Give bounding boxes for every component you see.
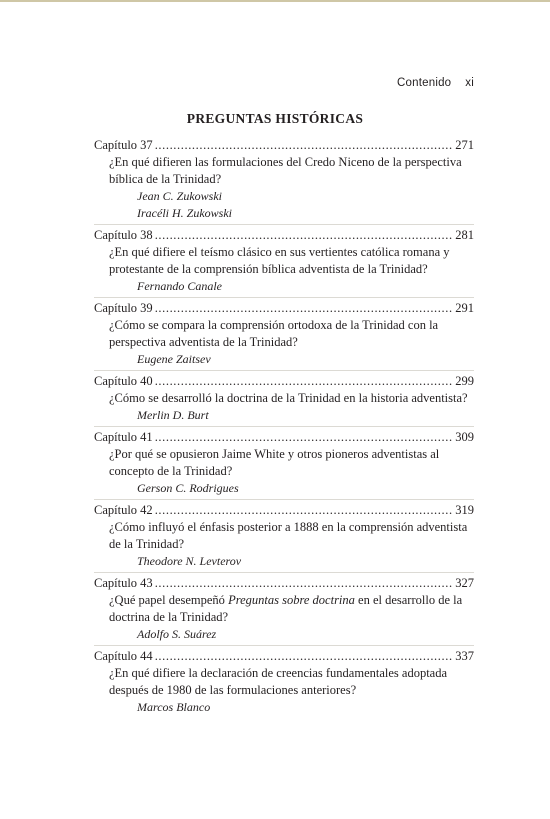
chapter-label: Capítulo 40 bbox=[94, 374, 153, 388]
dot-leader bbox=[155, 648, 454, 665]
chapter-label: Capítulo 44 bbox=[94, 649, 153, 663]
chapter-author: Fernando Canale bbox=[137, 279, 222, 293]
chapter-line bbox=[94, 373, 474, 390]
section-title: PREGUNTAS HISTÓRICAS bbox=[186, 111, 364, 126]
toc-entry[interactable] bbox=[94, 575, 474, 646]
chapter-author: Marcos Blanco bbox=[137, 700, 211, 714]
question-text: ¿En qué difiere la declaración de creencias fundamentales adoptada después de 1980 de las formulaciones anteriores? bbox=[109, 666, 448, 697]
chapter-page-number: 299 bbox=[455, 374, 474, 388]
question-text: ¿Cómo se desarrolló la doctrina de la Trinidad en la historia adventista? bbox=[109, 391, 468, 405]
chapter-author: Eugene Zaitsev bbox=[137, 352, 211, 366]
question-text: ¿Qué papel desempeñó bbox=[109, 593, 229, 607]
toc-entry[interactable] bbox=[94, 300, 474, 371]
question-text-continued: en el desarrollo de la doctrina de la Trinidad? bbox=[109, 593, 463, 624]
chapter-line bbox=[94, 575, 474, 592]
chapter-label: Capítulo 43 bbox=[94, 576, 153, 590]
chapter-question bbox=[94, 317, 474, 351]
chapter-author: Merlin D. Burt bbox=[137, 408, 209, 422]
chapter-label: Capítulo 37 bbox=[94, 138, 153, 152]
top-rule bbox=[0, 0, 550, 2]
dot-leader bbox=[155, 300, 454, 317]
chapter-page-number: 281 bbox=[455, 228, 474, 242]
question-text: ¿En qué difiere el teísmo clásico en sus vertientes católica romana y protestante de la comprensión bíblica adventista de la Trinidad? bbox=[109, 245, 450, 276]
chapter-line bbox=[94, 300, 474, 317]
chapter-line bbox=[94, 227, 474, 244]
chapter-page-number: 309 bbox=[455, 430, 474, 444]
chapter-page-number: 337 bbox=[455, 649, 474, 663]
toc-entry[interactable] bbox=[94, 648, 474, 718]
chapter-page-number: 271 bbox=[455, 138, 474, 152]
table-of-contents bbox=[94, 137, 474, 720]
question-text: ¿En qué difieren las formulaciones del Credo Niceno de la perspectiva bíblica de la Trinidad? bbox=[109, 155, 462, 186]
toc-entry[interactable] bbox=[94, 137, 474, 225]
chapter-question bbox=[94, 519, 474, 553]
running-head-section: Contenido bbox=[397, 77, 452, 89]
chapter-question bbox=[94, 244, 474, 278]
chapter-line bbox=[94, 137, 474, 154]
running-head-page-number: xi bbox=[465, 77, 474, 89]
chapter-question bbox=[94, 390, 474, 407]
toc-entry[interactable] bbox=[94, 502, 474, 573]
chapter-question bbox=[94, 665, 474, 699]
chapter-page-number: 319 bbox=[455, 503, 474, 517]
chapter-question bbox=[94, 154, 474, 188]
chapter-line bbox=[94, 429, 474, 446]
toc-entry[interactable] bbox=[94, 429, 474, 500]
question-text: ¿Por qué se opusieron Jaime White y otros pioneros adventistas al concepto de la Trinidad? bbox=[109, 447, 440, 478]
chapter-author: Adolfo S. Suárez bbox=[137, 627, 217, 641]
toc-entry[interactable] bbox=[94, 373, 474, 427]
dot-leader bbox=[155, 373, 454, 390]
dot-leader bbox=[155, 227, 454, 244]
question-text: ¿Cómo influyó el énfasis posterior a 1888 en la comprensión adventista de la Trinidad? bbox=[109, 520, 468, 551]
chapter-page-number: 327 bbox=[455, 576, 474, 590]
dot-leader bbox=[155, 429, 454, 446]
dot-leader bbox=[155, 575, 454, 592]
chapter-author: Gerson C. Rodrigues bbox=[137, 481, 239, 495]
chapter-author: Theodore N. Levterov bbox=[137, 554, 242, 568]
chapter-label: Capítulo 41 bbox=[94, 430, 153, 444]
dot-leader bbox=[155, 137, 454, 154]
toc-entry[interactable] bbox=[94, 227, 474, 298]
chapter-label: Capítulo 38 bbox=[94, 228, 153, 242]
chapter-page-number: 291 bbox=[455, 301, 474, 315]
chapter-question bbox=[94, 592, 474, 626]
chapter-label: Capítulo 39 bbox=[94, 301, 153, 315]
question-italic-text: Preguntas sobre doctrina bbox=[228, 593, 355, 607]
chapter-author: Jean C. Zukowski bbox=[137, 189, 222, 203]
running-head bbox=[397, 77, 474, 89]
dot-leader bbox=[155, 502, 454, 519]
chapter-line bbox=[94, 648, 474, 665]
chapter-author: Iracéli H. Zukowski bbox=[137, 206, 232, 220]
chapter-line bbox=[94, 502, 474, 519]
chapter-question bbox=[94, 446, 474, 480]
question-text: ¿Cómo se compara la comprensión ortodoxa de la Trinidad con la perspectiva adventista de la Trinidad? bbox=[109, 318, 439, 349]
chapter-label: Capítulo 42 bbox=[94, 503, 153, 517]
